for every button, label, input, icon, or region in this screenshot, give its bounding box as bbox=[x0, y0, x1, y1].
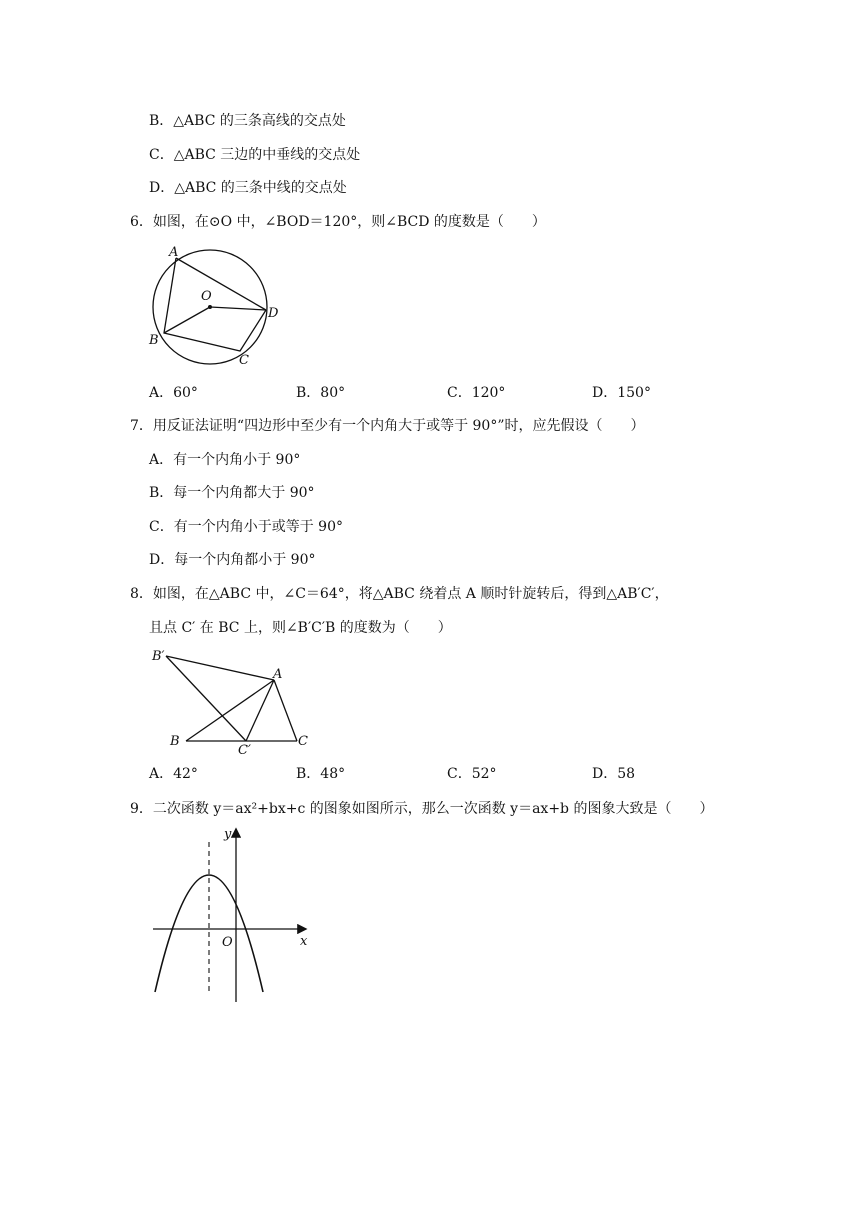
label-d: D bbox=[268, 306, 279, 321]
label-b-prime: B′ bbox=[152, 649, 165, 664]
q6-option-c: C．120° bbox=[447, 385, 506, 401]
q8-option-d: D．58 bbox=[592, 766, 636, 782]
label-o: O bbox=[201, 289, 212, 304]
q7-option-a: A．有一个内角小于 90° bbox=[149, 452, 301, 468]
quadrilateral-abcd bbox=[164, 258, 266, 351]
q6-option-a: A．60° bbox=[149, 385, 198, 401]
q7-stem: 7．用反证法证明“四边形中至少有一个内角大于或等于 90°”时，应先假设（ ） bbox=[130, 418, 645, 434]
q6-stem: 6．如图，在⊙O 中，∠BOD＝120°，则∠BCD 的度数是（ ） bbox=[130, 214, 546, 230]
label-a: A bbox=[273, 667, 283, 682]
q8-option-c: C．52° bbox=[447, 766, 497, 782]
q8-rotation-figure bbox=[150, 642, 325, 757]
radius-ob bbox=[164, 307, 210, 333]
label-b: B bbox=[170, 734, 180, 749]
q5-option-b: B．△ABC 的三条高线的交点处 bbox=[149, 113, 346, 129]
q8-stem-line1: 8．如图，在△ABC 中，∠C＝64°，将△ABC 绕着点 A 顺时针旋转后，得到△AB′C′， bbox=[130, 586, 669, 602]
segment-b-prime-a bbox=[166, 656, 274, 680]
segment-b-prime-c-prime bbox=[166, 656, 246, 741]
label-y: y bbox=[224, 827, 232, 842]
q5-option-c: C．△ABC 三边的中垂线的交点处 bbox=[149, 147, 361, 163]
q9-stem: 9．二次函数 y＝ax²+bx+c 的图象如图所示，那么一次函数 y＝ax+b 的图象大致是（ ） bbox=[130, 801, 714, 817]
q7-option-b: B．每一个内角都大于 90° bbox=[149, 485, 315, 501]
q6-option-d: D．150° bbox=[592, 385, 651, 401]
q9-parabola-figure bbox=[145, 822, 330, 1007]
label-a: A bbox=[169, 245, 179, 260]
chord-ad bbox=[176, 258, 266, 310]
segment-ac bbox=[274, 680, 297, 741]
center-point bbox=[208, 305, 212, 309]
q8-option-b: B．48° bbox=[296, 766, 346, 782]
q8-stem-line2: 且点 C′ 在 BC 上，则∠B′C′B 的度数为（ ） bbox=[149, 620, 452, 636]
q6-option-b: B．80° bbox=[296, 385, 346, 401]
q7-option-d: D．每一个内角都小于 90° bbox=[149, 552, 316, 568]
label-x: x bbox=[300, 934, 308, 949]
label-origin: O bbox=[222, 935, 233, 950]
q7-option-c: C．有一个内角小于或等于 90° bbox=[149, 519, 343, 535]
label-c: C bbox=[298, 734, 308, 749]
label-c-prime: C′ bbox=[238, 743, 251, 757]
radius-od bbox=[210, 307, 266, 310]
q5-option-d: D．△ABC 的三条中线的交点处 bbox=[149, 180, 347, 196]
segment-ba bbox=[186, 680, 274, 741]
q8-option-a: A．42° bbox=[149, 766, 198, 782]
label-c: C bbox=[239, 353, 249, 368]
label-b: B bbox=[149, 333, 159, 348]
q6-circle-figure bbox=[140, 240, 290, 375]
